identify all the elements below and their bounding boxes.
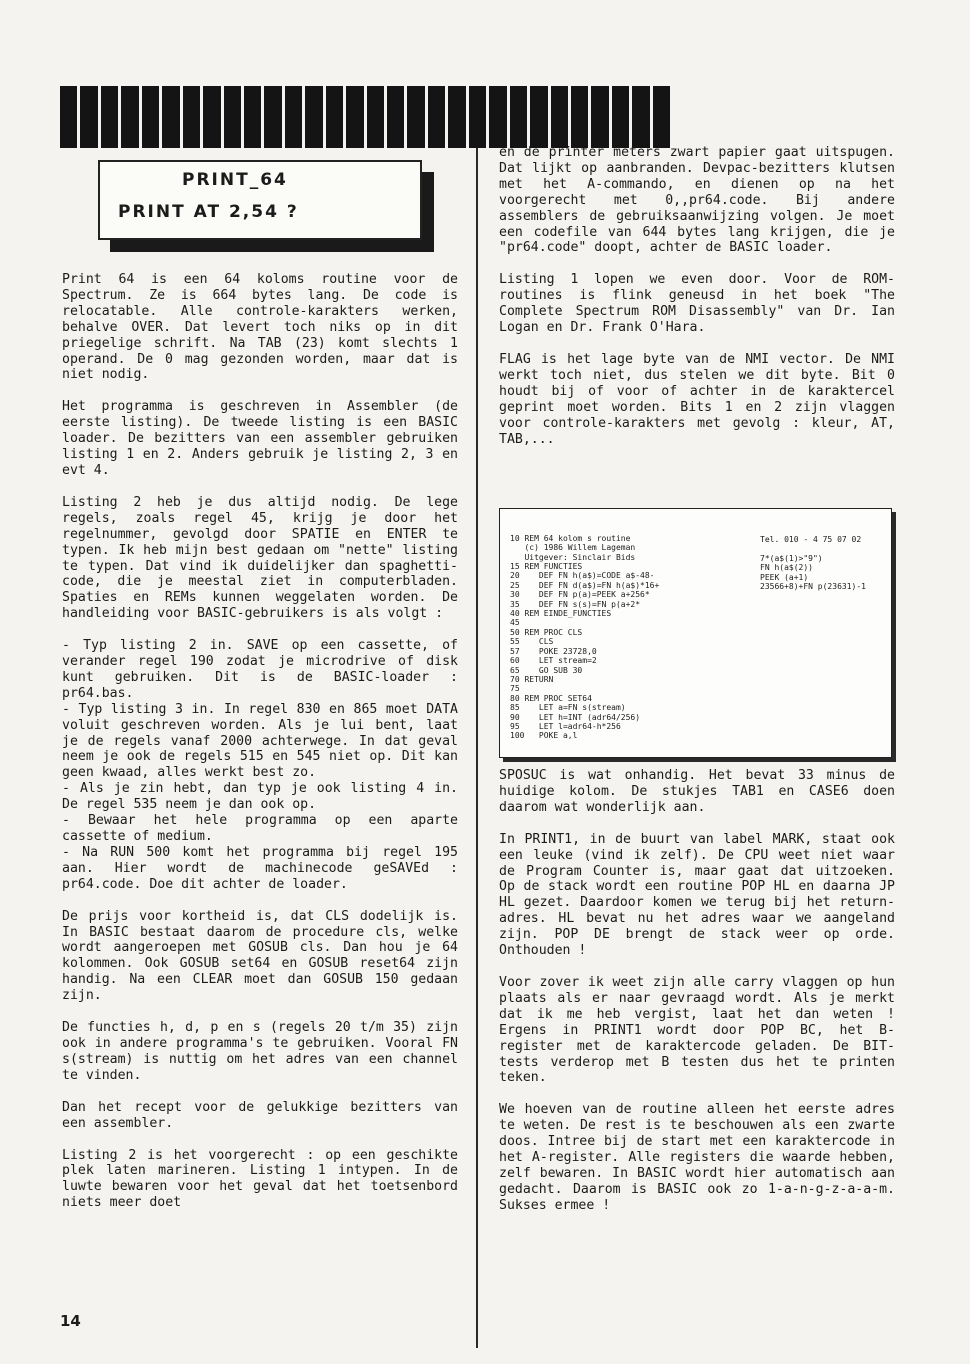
listing-line: 45	[510, 618, 520, 628]
right-column-lower	[499, 768, 895, 1230]
listing-line: 20 DEF FN h(a$)=CODE a$-48-	[510, 571, 655, 581]
list-item: - Typ listing 2 in. SAVE op een cassette, of verander regel 190 zodat je microdrive of disk kunt gebruiken. Dit is de BASIC-loader : pr64.bas.	[62, 638, 458, 701]
listing-line: 40 REM EINDE_FUNCTIES	[510, 609, 612, 619]
listing-line: 15 REM FUNCTIES	[510, 562, 583, 572]
right-column	[499, 145, 895, 463]
paragraph: Het programma is geschreven in Assembler (de eerste listing). De tweede listing is een BASIC loader. De bezitters van een assembler gebruiken listing 1 en 2. Anders gebruik je listing 2, 3 en evt 4.	[62, 399, 458, 478]
listing-line: 80 REM PROC SET64	[510, 693, 592, 703]
paragraph: Listing 2 is het voorgerecht : op een geschikte plek laten marineren. Listing 1 intypen. In de luwte bewaren voor het geval dat het toetsenbord niets meer doet	[62, 1147, 458, 1211]
listing-line: 10 REM 64 kolom s routine	[510, 533, 631, 543]
listing-line: Uitgever: Sinclair Bids	[510, 552, 636, 562]
list-item: - Na RUN 500 komt het programma bij regel 195 aan. Hier wordt de machinecode geSAVEd : pr64.code. Doe dit achter de loader.	[62, 844, 458, 892]
page-number: 14	[60, 1312, 81, 1330]
article-subtitle: PRINT AT 2,54 ?	[118, 202, 299, 222]
listing-line: 100 POKE a,l	[510, 731, 578, 741]
listing-line: 90 LET h=INT (adr64/256)	[510, 712, 641, 722]
paragraph: en de printer meters zwart papier gaat uitspugen. Dat lijkt op aanbranden. Devpac-bezitters klutsen met het A-commando, en dienen op na het voorgerecht met 0,,pr64.code. Bij andere assemblers de gebruiksaanwijzing volgen. Je moet een codefile van 644 bytes lang krijgen, die je "pr64.code" doopt, achter de BASIC loader.	[499, 145, 895, 256]
header-decorative-bars	[60, 86, 670, 148]
list-item: - Bewaar het hele programma op een aparte cassette of medium.	[62, 813, 458, 844]
listing-line: 55 CLS	[510, 637, 554, 647]
listing-line: 7*(a$(1)>"9")	[760, 553, 823, 563]
paragraph: Listing 2 heb je dus altijd nodig. De lege regels, zoals regel 45, krijg je door het regelnummer, gevolgd door SPATIE en ENTER te typen. Ik heb mijn best gedaan om "nette" listing te typen. Dat vind ik duidelijker dan spaghetti-code, die je meestal ziet in computerbladen. Spaties en REMs kunnen weggelaten worden. De handleiding voor BASIC-gebruikers is als volgt :	[62, 494, 458, 622]
paragraph: De prijs voor kortheid is, dat CLS dodelijk is. In BASIC bestaat daarom de procedure cls, welke wordt aangeroepen met GOSUB cls. Dan hou je 64 kolommen. Ook GOSUB set64 en GOSUB reset64 zijn handig. Na een CLEAR moet dan GOSUB 150 gedaan zijn.	[62, 908, 458, 1004]
listing-line: 57 POKE 23728,0	[510, 646, 597, 656]
listing-line: 85 LET a=FN s(stream)	[510, 703, 626, 713]
paragraph: Listing 1 lopen we even door. Voor de ROM-routines is flink geneusd in het boek "The Complete Spectrum ROM Disassembly" van Dr. Ian Logan en Dr. Frank O'Hara.	[499, 272, 895, 336]
listing-line: 23566+8)+FN p(23631)-1	[760, 582, 866, 592]
listing-line	[760, 544, 866, 553]
listing-line: 60 LET stream=2	[510, 656, 597, 666]
listing-line: 30 DEF FN p(a)=PEEK a+256*	[510, 590, 650, 600]
article-title-box	[98, 160, 422, 240]
listing-line: 50 REM PROC CLS	[510, 627, 583, 637]
listing-line: FN h(a$(2))	[760, 563, 813, 573]
article-title: PRINT_64	[182, 170, 288, 190]
paragraph: De functies h, d, p en s (regels 20 t/m 35) zijn ook in andere programma's te gebruiken. Vooral FN s(stream) is nuttig om het adres van een channel te vinden.	[62, 1020, 458, 1083]
listing-line: PEEK (a+1)	[760, 572, 809, 582]
listing-line: 35 DEF FN s(s)=FN p(a+2*	[510, 599, 641, 609]
listing-line: 25 DEF FN d(a$)=FN h(a$)*16+	[510, 580, 660, 590]
list-item: - Als je zin hebt, dan typ je ook listing 4 in. De regel 535 neem je dan ook op.	[62, 781, 458, 813]
listing-code-continued	[760, 535, 866, 591]
paragraph: Voor zover ik weet zijn alle carry vlaggen op hun plaats als er naar gevraagd wordt. Als je merkt dat ik me heb vergist, laat het dan weten ! Ergens in PRINT1 wordt door POP BC, het B-register met de karaktercode geladen. De BIT-tests verderop met B testen dus het te printen teken.	[499, 974, 895, 1086]
listing-line: 75	[510, 684, 520, 694]
listing-line: 95 LET l=adr64-h*256	[510, 721, 621, 731]
column-divider	[476, 148, 478, 1348]
basic-listing	[499, 508, 892, 758]
paragraph: FLAG is het lage byte van de NMI vector. De NMI werkt toch niet, dus stelen we dit byte. Bit 0 houdt bij of voor of achter in de karaktercel geprint moet worden. Bits 1 en 2 zijn vlaggen voor controle-karakters met gevolg : kleur, AT, TAB,...	[499, 351, 895, 447]
listing-line: Tel. 010 - 4 75 07 02	[760, 535, 862, 544]
paragraph: We hoeven van de routine alleen het eerste adres te weten. De rest is te beschouwen als een zwarte doos. Intree bij de start met een karaktercode in het A-register. Alle registers die waarde hebben, zelf bewaren. In BASIC wordt hier automatisch aan gedacht. Daarom is BASIC ook zo 1-a-n-g-z-a-a-m. Sukses ermee !	[499, 1102, 895, 1213]
paragraph: In PRINT1, in de buurt van label MARK, staat ook een leuke (vind ik zelf). De CPU weet niet waar de Program Counter is, maar gaat dat uitzoeken. Op de stack wordt een routine POP HL en daarna JP HL gezet. Daardoor komen we terug bij het return-adres. HL bevat nu het adres waar we aangeland zijn. POP DE brengt de stack weer op orde. Onthouden !	[499, 831, 895, 959]
listing-line: (c) 1986 Willem Lageman	[510, 543, 636, 553]
paragraph: Print 64 is een 64 koloms routine voor de Spectrum. Ze is 664 bytes lang. De code is relocatable. Alle controle-karakters werken, behalve OVER. Dat levert toch niks op in dit priegelige schrift. Na TAB (23) komt slechts 1 operand. De 0 mag gezonden worden, maar dat is niet nodig.	[62, 272, 458, 383]
listing-line: 65 GO SUB 30	[510, 665, 583, 675]
left-column	[62, 272, 458, 1227]
paragraph: Dan het recept voor de gelukkige bezitters van een assembler.	[62, 1099, 458, 1131]
listing-line: 70 RETURN	[510, 674, 554, 684]
paragraph: SPOSUC is wat onhandig. Het bevat 33 minus de huidige kolom. De stukjes TAB1 en CASE6 doen daarom wat wonderlijk aan.	[499, 768, 895, 815]
list-item: - Typ listing 3 in. In regel 830 en 865 moet DATA voluit geschreven worden. Als je lui bent, laat je de regels vanaf 2000 achterwege. In dat geval neem je ook de regels 515 en 545 niet op. Dit kan geen kwaad, alles werkt best zo.	[62, 701, 458, 781]
